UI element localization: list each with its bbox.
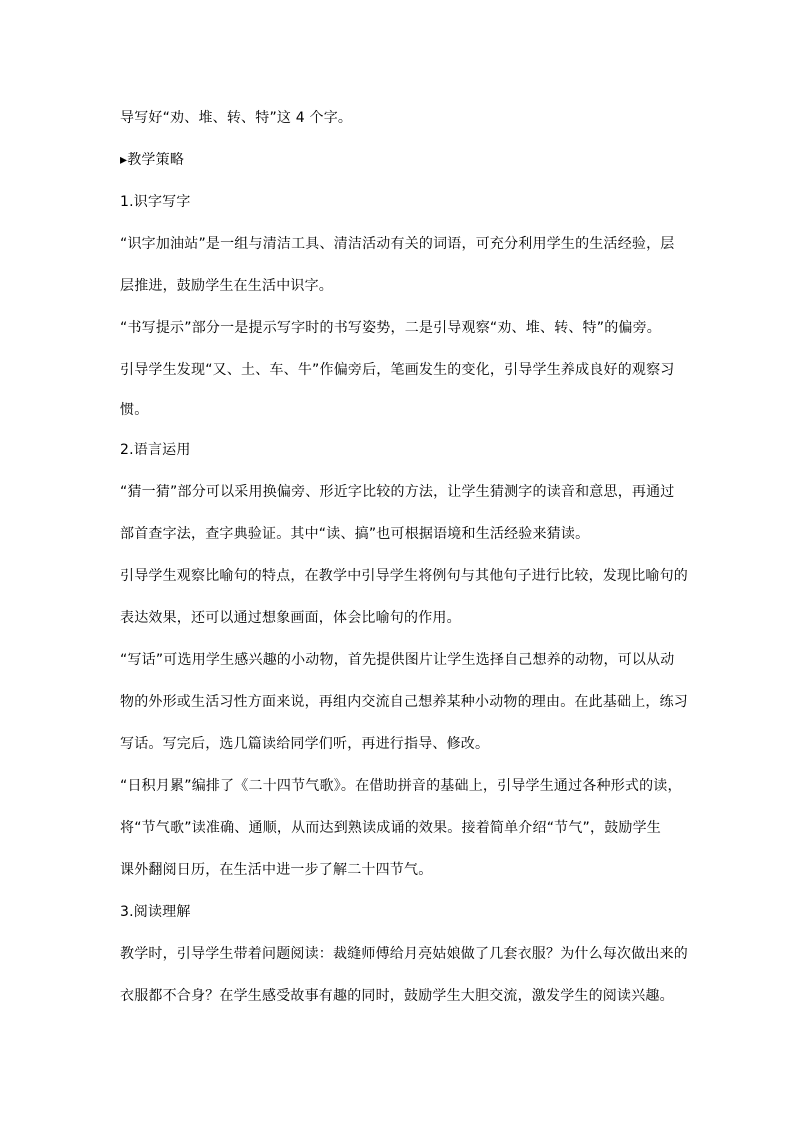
section-heading-literacy: 1.识字写字 — [120, 194, 191, 210]
paragraph-line: “识字加油站”是一组与清洁工具、清洁活动有关的词语，可充分利用学生的生活经验，层 — [120, 236, 675, 252]
paragraph-line: 层推进，鼓励学生在生活中识字。 — [120, 278, 333, 294]
paragraph-line: 写话。写完后，选几篇读给同学们听，再进行指导、修改。 — [120, 736, 490, 752]
paragraph-line: “书写提示”部分一是提示写字时的书写姿势，二是引导观察“劝、堆、转、特”的偏旁。 — [120, 320, 662, 336]
paragraph-line: 引导学生观察比喻句的特点，在教学中引导学生将例句与其他句子进行比较，发现比喻句的 — [120, 568, 688, 584]
paragraph-line: 导写好“劝、堆、转、特”这 4 个字。 — [120, 110, 353, 126]
paragraph-line: 将“节气歌”读准确、通顺，从而达到熟读成诵的效果。接着简单介绍“节气”，鼓励学生 — [120, 820, 662, 836]
section-heading-teaching-strategy: ▸教学策略 — [120, 152, 185, 168]
paragraph-line: 衣服都不合身？在学生感受故事有趣的同时，鼓励学生大胆交流，激发学生的阅读兴趣。 — [120, 988, 674, 1004]
paragraph-line: 教学时，引导学生带着问题阅读：裁缝师傅给月亮姑娘做了几套衣服？为什么每次做出来的 — [120, 946, 688, 962]
paragraph-line: 部首查字法，查字典验证。其中“读、搞”也可根据语境和生活经验来猜读。 — [120, 526, 590, 542]
paragraph-line: 表达效果，还可以通过想象画面，体会比喻句的作用。 — [120, 610, 461, 626]
paragraph-line: “写话”可选用学生感兴趣的小动物，首先提供图片让学生选择自己想养的动物，可以从动 — [120, 652, 675, 668]
paragraph-line: 物的外形或生活习性方面来说，再组内交流自己想养某种小动物的理由。在此基础上，练习 — [120, 694, 688, 710]
section-heading-reading: 3.阅读理解 — [120, 904, 191, 920]
paragraph-line: “日积月累”编排了《二十四节气歌》。在借助拼音的基础上，引导学生通过各种形式的读， — [120, 778, 682, 794]
paragraph-line: 课外翻阅日历，在生活中进一步了解二十四节气。 — [120, 862, 433, 878]
section-heading-language-use: 2.语言运用 — [120, 442, 191, 458]
paragraph-line: 引导学生发现“又、土、车、牛”作偏旁后，笔画发生的变化，引导学生养成良好的观察习 — [120, 362, 675, 378]
paragraph-line: 惯。 — [120, 402, 149, 418]
paragraph-line: “猜一猜”部分可以采用换偏旁、形近字比较的方法，让学生猜测字的读音和意思，再通过 — [120, 484, 675, 500]
